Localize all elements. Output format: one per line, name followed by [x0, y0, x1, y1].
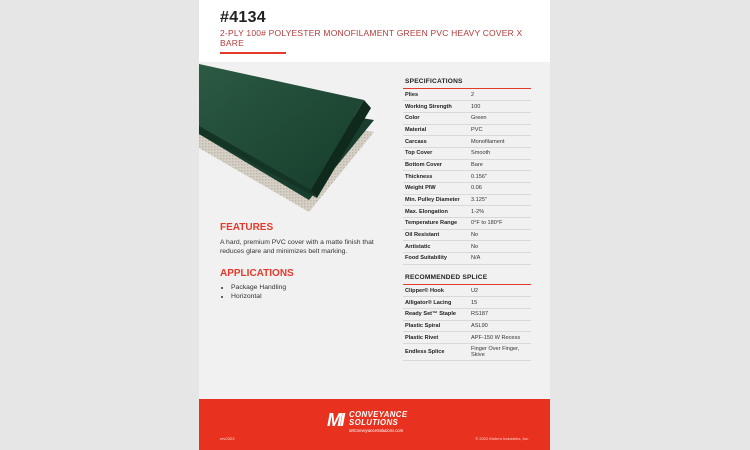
spec-label: Carcass [403, 136, 469, 148]
spec-label: Plies [403, 89, 469, 101]
spec-value: ASL90 [469, 320, 531, 332]
spec-value: 3.125" [469, 194, 531, 206]
company-logo [327, 409, 427, 435]
sheet-header [199, 0, 550, 62]
logo-mark: MI [327, 410, 343, 430]
specifications-heading: SPECIFICATIONS [405, 78, 463, 85]
spec-row [403, 206, 531, 218]
spec-row [403, 285, 531, 297]
spec-label: Material [403, 124, 469, 136]
spec-label: Food Suitability [403, 253, 469, 265]
spec-row [403, 159, 531, 171]
spec-label: Plastic Rivet [403, 332, 469, 344]
spec-label: Ready Set™ Staple [403, 308, 469, 320]
logo-url[interactable]: MIConveyanceSolutions.com [349, 428, 404, 433]
spec-label: Plastic Spiral [403, 320, 469, 332]
spec-label: Top Cover [403, 147, 469, 159]
spec-row [403, 297, 531, 309]
revision-note: rev0323 [220, 436, 235, 441]
spec-value: 100 [469, 101, 531, 113]
spec-label: Endless Splice [403, 343, 469, 360]
splice-table [403, 285, 531, 361]
spec-label: Bottom Cover [403, 159, 469, 171]
spec-value: 0°F to 180°F [469, 218, 531, 230]
spec-value: RS187 [469, 308, 531, 320]
logo-line-2: SOLUTIONS [349, 418, 399, 427]
spec-label: Temperature Range [403, 218, 469, 230]
spec-row [403, 241, 531, 253]
belt-image [199, 62, 379, 220]
part-number: #4134 [220, 9, 266, 26]
product-description: 2-PLY 100# POLYESTER MONOFILAMENT GREEN PVC HEAVY COVER X BARE [220, 28, 523, 48]
title-underline [220, 52, 286, 54]
spec-value: Green [469, 112, 531, 124]
spec-label: Alligator® Lacing [403, 297, 469, 309]
spec-row [403, 147, 531, 159]
spec-row [403, 343, 531, 360]
spec-row [403, 218, 531, 230]
spec-value: 15 [469, 297, 531, 309]
spec-label: Thickness [403, 171, 469, 183]
spec-label: Min. Pulley Diameter [403, 194, 469, 206]
spec-value: No [469, 241, 531, 253]
spec-value: U2 [469, 285, 531, 297]
spec-row [403, 320, 531, 332]
spec-label: Clipper® Hook [403, 285, 469, 297]
spec-value: 0.156" [469, 171, 531, 183]
spec-label: Color [403, 112, 469, 124]
features-heading: FEATURES [220, 222, 274, 233]
features-text: A hard, premium PVC cover with a matte finish that reduces glare and minimizes belt marking. [220, 239, 374, 255]
specifications-table [403, 89, 531, 265]
spec-label: Weight PIW [403, 183, 469, 195]
spec-row [403, 171, 531, 183]
spec-value: APF-150 W Recess [469, 332, 531, 344]
spec-row [403, 89, 531, 101]
spec-value: Bare [469, 159, 531, 171]
spec-value: Smooth [469, 147, 531, 159]
spec-row [403, 194, 531, 206]
spec-row [403, 253, 531, 265]
spec-row [403, 112, 531, 124]
spec-label: Oil Resistant [403, 229, 469, 241]
spec-value: Monofilament [469, 136, 531, 148]
spec-row [403, 101, 531, 113]
spec-value: 0.06 [469, 183, 531, 195]
spec-row [403, 124, 531, 136]
copyright-note: © 2022 Mohrm Industries, Inc. [475, 436, 529, 441]
spec-value: PVC [469, 124, 531, 136]
spec-label: Working Strength [403, 101, 469, 113]
spec-label: Max. Elongation [403, 206, 469, 218]
application-item: • Horizontal [231, 292, 286, 301]
spec-row [403, 229, 531, 241]
footer-bar [199, 399, 550, 450]
applications-list [223, 283, 286, 301]
splice-heading: RECOMMENDED SPLICE [405, 274, 488, 281]
spec-value: N/A [469, 253, 531, 265]
spec-row [403, 308, 531, 320]
applications-heading: APPLICATIONS [220, 268, 294, 279]
spec-value: Finger Over Finger, Skive [469, 343, 531, 360]
spec-value: 1-2% [469, 206, 531, 218]
spec-row [403, 332, 531, 344]
spec-value: 2 [469, 89, 531, 101]
spec-row [403, 136, 531, 148]
logo-line-1: CONVEYANCE [349, 410, 408, 419]
product-sheet [199, 0, 550, 450]
spec-label: Antistatic [403, 241, 469, 253]
spec-value: No [469, 229, 531, 241]
application-item: • Package Handling [231, 283, 286, 292]
spec-row [403, 183, 531, 195]
